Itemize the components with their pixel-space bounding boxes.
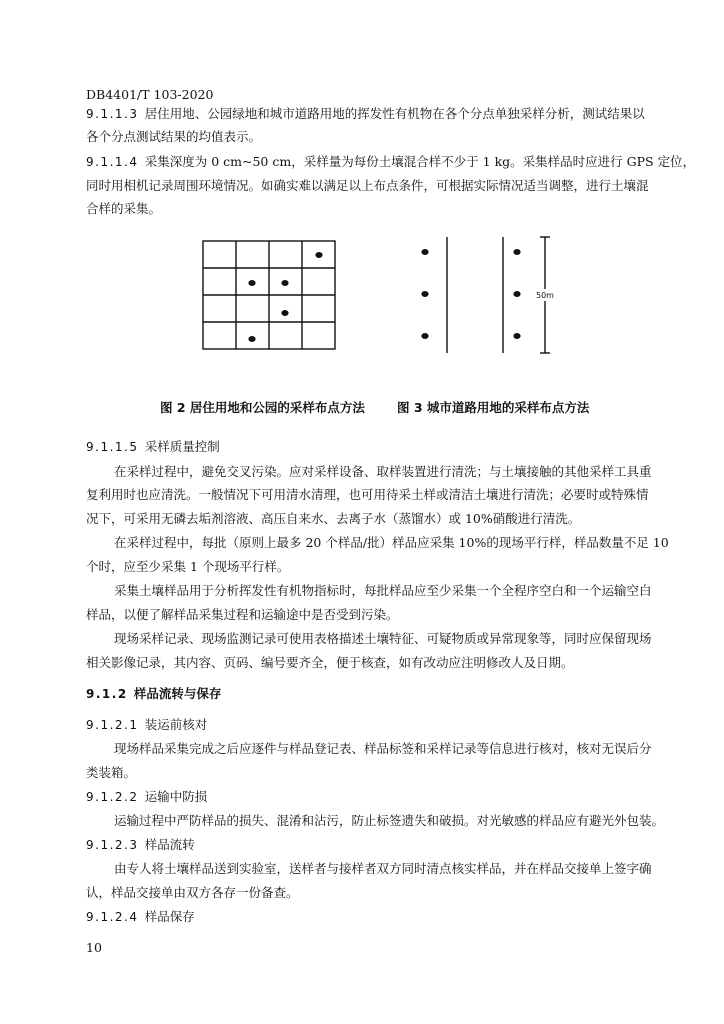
text-line: 合样的采集。 <box>86 201 162 216</box>
clause-number: 9.1.1.3 <box>86 107 139 121</box>
text-line: 同时用相机记录周围环境情况。如确实难以满足以上布点条件，可根据实际情况适当调整，进行土壤混 <box>86 178 649 193</box>
text-line <box>86 104 645 122</box>
figure-3-caption: 图 3 城市道路用地的采样布点方法 <box>397 400 590 415</box>
sample-point <box>248 280 255 286</box>
page-number: 10 <box>86 940 102 955</box>
sample-point <box>421 249 428 255</box>
text-line: 类装箱。 <box>86 765 137 780</box>
sample-point <box>513 333 520 339</box>
text-line: 各个分点测试结果的均值表示。 <box>86 129 262 144</box>
clause-number: 9.1.1.4 <box>86 155 139 169</box>
text-line: 由专人将土壤样品送到实验室，送样者与接样者双方同时清点核实样品，并在样品交接单上签字确 <box>114 861 652 876</box>
text-line <box>86 684 221 702</box>
text-line: 采集土壤样品用于分析挥发性有机物指标时，每批样品应至少采集一个全程序空白和一个运输空白 <box>114 583 652 598</box>
scale-label: 50m <box>536 291 554 300</box>
clause-text: 采集深度为 0 cm~50 cm，采样量为每份土壤混合样不少于 1 kg。采集样品时应进行 GPS 定位， <box>138 154 696 169</box>
sample-point <box>281 280 288 286</box>
figure-2-grid <box>200 238 340 353</box>
figure-3-road <box>415 233 565 358</box>
clause-text: 居住用地、公园绿地和城市道路用地的挥发性有机物在各个分点单独采样分析，测试结果以 <box>138 106 645 121</box>
text-line: 况下，可采用无磷去垢剂溶液、高压自来水、去离子水（蒸馏水）或 10%硝酸进行清洗。 <box>86 511 581 526</box>
clause-number: 9.1.1.5 <box>86 440 139 454</box>
text-line: 复利用时也应清洗。一般情况下可用清水清理，也可用待采土样或清洁土壤进行清洗；必要时或特殊情 <box>86 487 649 502</box>
text-line: 相关影像记录，其内容、页码、编号要齐全，便于核查，如有改动应注明修改人及日期。 <box>86 655 574 670</box>
sample-point <box>281 310 288 316</box>
text-line <box>86 835 195 853</box>
sample-point <box>315 252 322 258</box>
text-line: 现场样品采集完成之后应逐件与样品登记表、样品标签和采样记录等信息进行核对，核对无误后分 <box>114 741 652 756</box>
clause-text: 采样质量控制 <box>138 439 220 454</box>
figure-2-caption: 图 2 居住用地和公园的采样布点方法 <box>160 400 365 415</box>
clause-number: 9.1.2.3 <box>86 838 139 852</box>
text-line: 认，样品交接单由双方各存一份备查。 <box>86 885 299 900</box>
sample-point <box>248 336 255 342</box>
text-line <box>86 907 195 925</box>
document-id: DB4401/T 103-2020 <box>86 87 214 102</box>
text-line <box>86 152 695 170</box>
clause-text: 样品保存 <box>138 909 195 924</box>
text-line: 运输过程中严防样品的损失、混淆和沾污，防止标签遗失和破损。对光敏感的样品应有避光外包装。 <box>114 813 665 828</box>
text-line <box>86 437 220 455</box>
text-line: 个时，应至少采集 1 个现场平行样。 <box>86 559 290 574</box>
clause-number: 9.1.2.4 <box>86 910 139 924</box>
text-line <box>86 715 207 733</box>
clause-text: 运输中防损 <box>138 789 208 804</box>
sample-point <box>421 291 428 297</box>
sample-point <box>513 291 520 297</box>
clause-text: 样品流转与保存 <box>127 686 222 701</box>
clause-text: 样品流转 <box>138 837 195 852</box>
sample-point <box>421 333 428 339</box>
text-line <box>86 787 207 805</box>
clause-text: 装运前核对 <box>138 717 208 732</box>
text-line: 样品，以便了解样品采集过程和运输途中是否受到污染。 <box>86 607 399 622</box>
text-line: 在采样过程中，每批（原则上最多 20 个样品/批）样品应采集 10%的现场平行样，样品数量不足 10 <box>114 535 669 550</box>
clause-number: 9.1.2.2 <box>86 790 139 804</box>
clause-number: 9.1.2 <box>86 687 128 701</box>
text-line: 在采样过程中，避免交叉污染。应对采样设备、取样装置进行清洗；与土壤接触的其他采样工具重 <box>114 464 652 479</box>
clause-number: 9.1.2.1 <box>86 718 139 732</box>
text-line: 现场采样记录、现场监测记录可使用表格描述土壤特征、可疑物质或异常现象等，同时应保留现场 <box>114 631 652 646</box>
sample-point <box>513 249 520 255</box>
